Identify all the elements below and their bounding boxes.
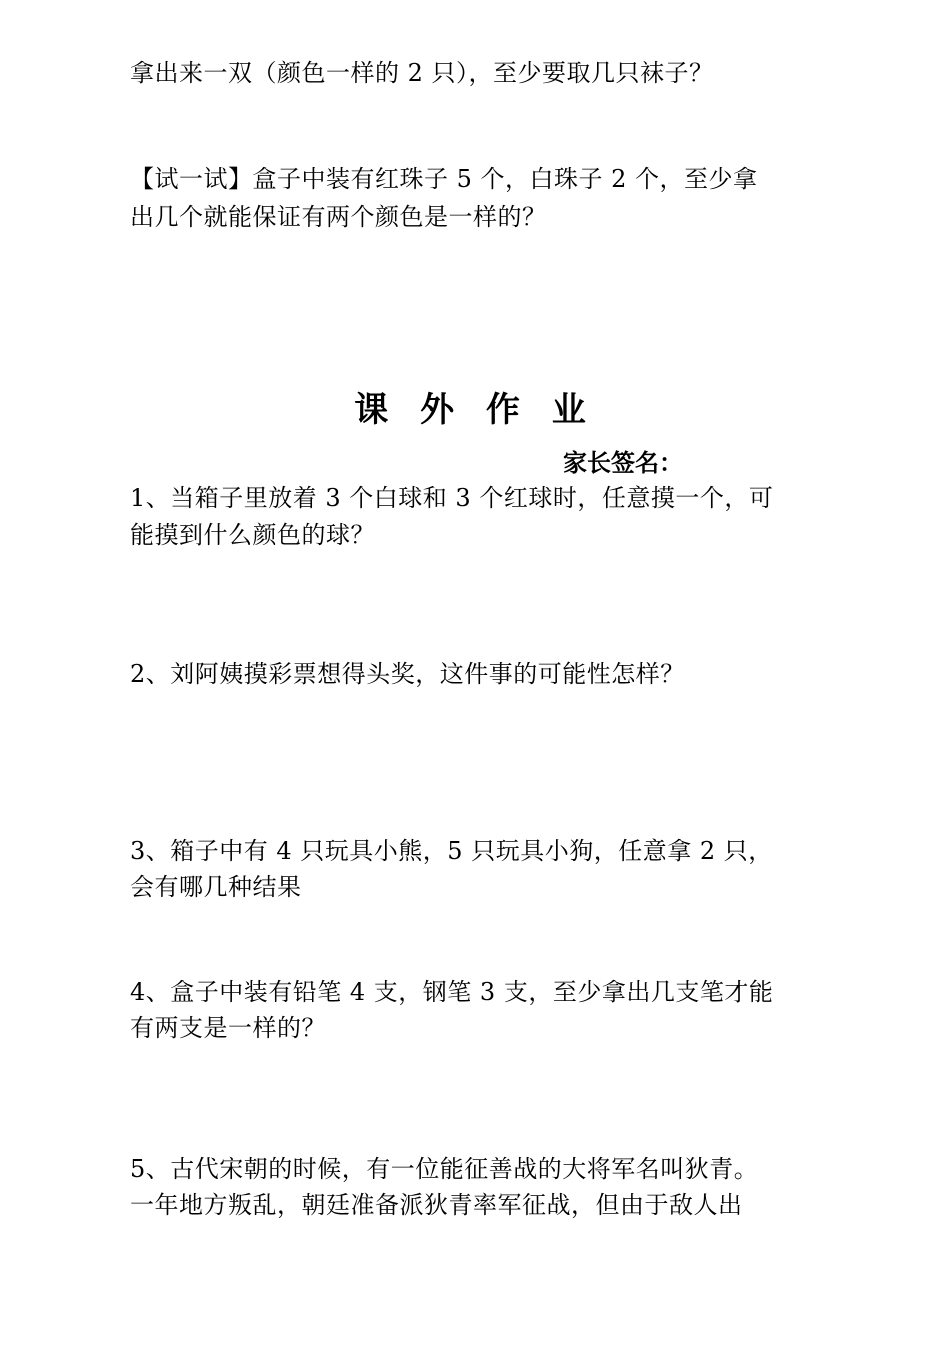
question-3-line-1: 3、箱子中有 4 只玩具小熊，5 只玩具小狗，任意拿 2 只， (130, 837, 773, 865)
question-1-line-1: 1、当箱子里放着 3 个白球和 3 个红球时，任意摸一个，可 (130, 484, 774, 512)
question-5-line-1: 5、古代宋朝的时候，有一位能征善战的大将军名叫狄青。 (130, 1155, 759, 1183)
question-2-line-1: 2、刘阿姨摸彩票想得头奖，这件事的可能性怎样？ (130, 660, 685, 688)
question-4-line-2: 有两支是一样的？ (130, 1014, 326, 1042)
homework-title: 课 外 作 业 (354, 390, 596, 430)
try-it-line-2: 出几个就能保证有两个颜色是一样的？ (130, 203, 547, 231)
intro-line-1: 拿出来一双（颜色一样的 2 只），至少要取几只袜子？ (130, 59, 714, 87)
parent-signature-label: 家长签名： (563, 449, 683, 477)
question-5-line-2: 一年地方叛乱，朝廷准备派狄青率军征战，但由于敌人出 (130, 1191, 743, 1219)
try-it-line-1: 【试一试】盒子中装有红珠子 5 个，白珠子 2 个，至少拿 (130, 165, 758, 193)
question-3-line-2: 会有哪几种结果 (130, 873, 302, 901)
question-1-line-2: 能摸到什么颜色的球？ (130, 521, 375, 549)
question-4-line-1: 4、盒子中装有铅笔 4 支，钢笔 3 支，至少拿出几支笔才能 (130, 978, 774, 1006)
